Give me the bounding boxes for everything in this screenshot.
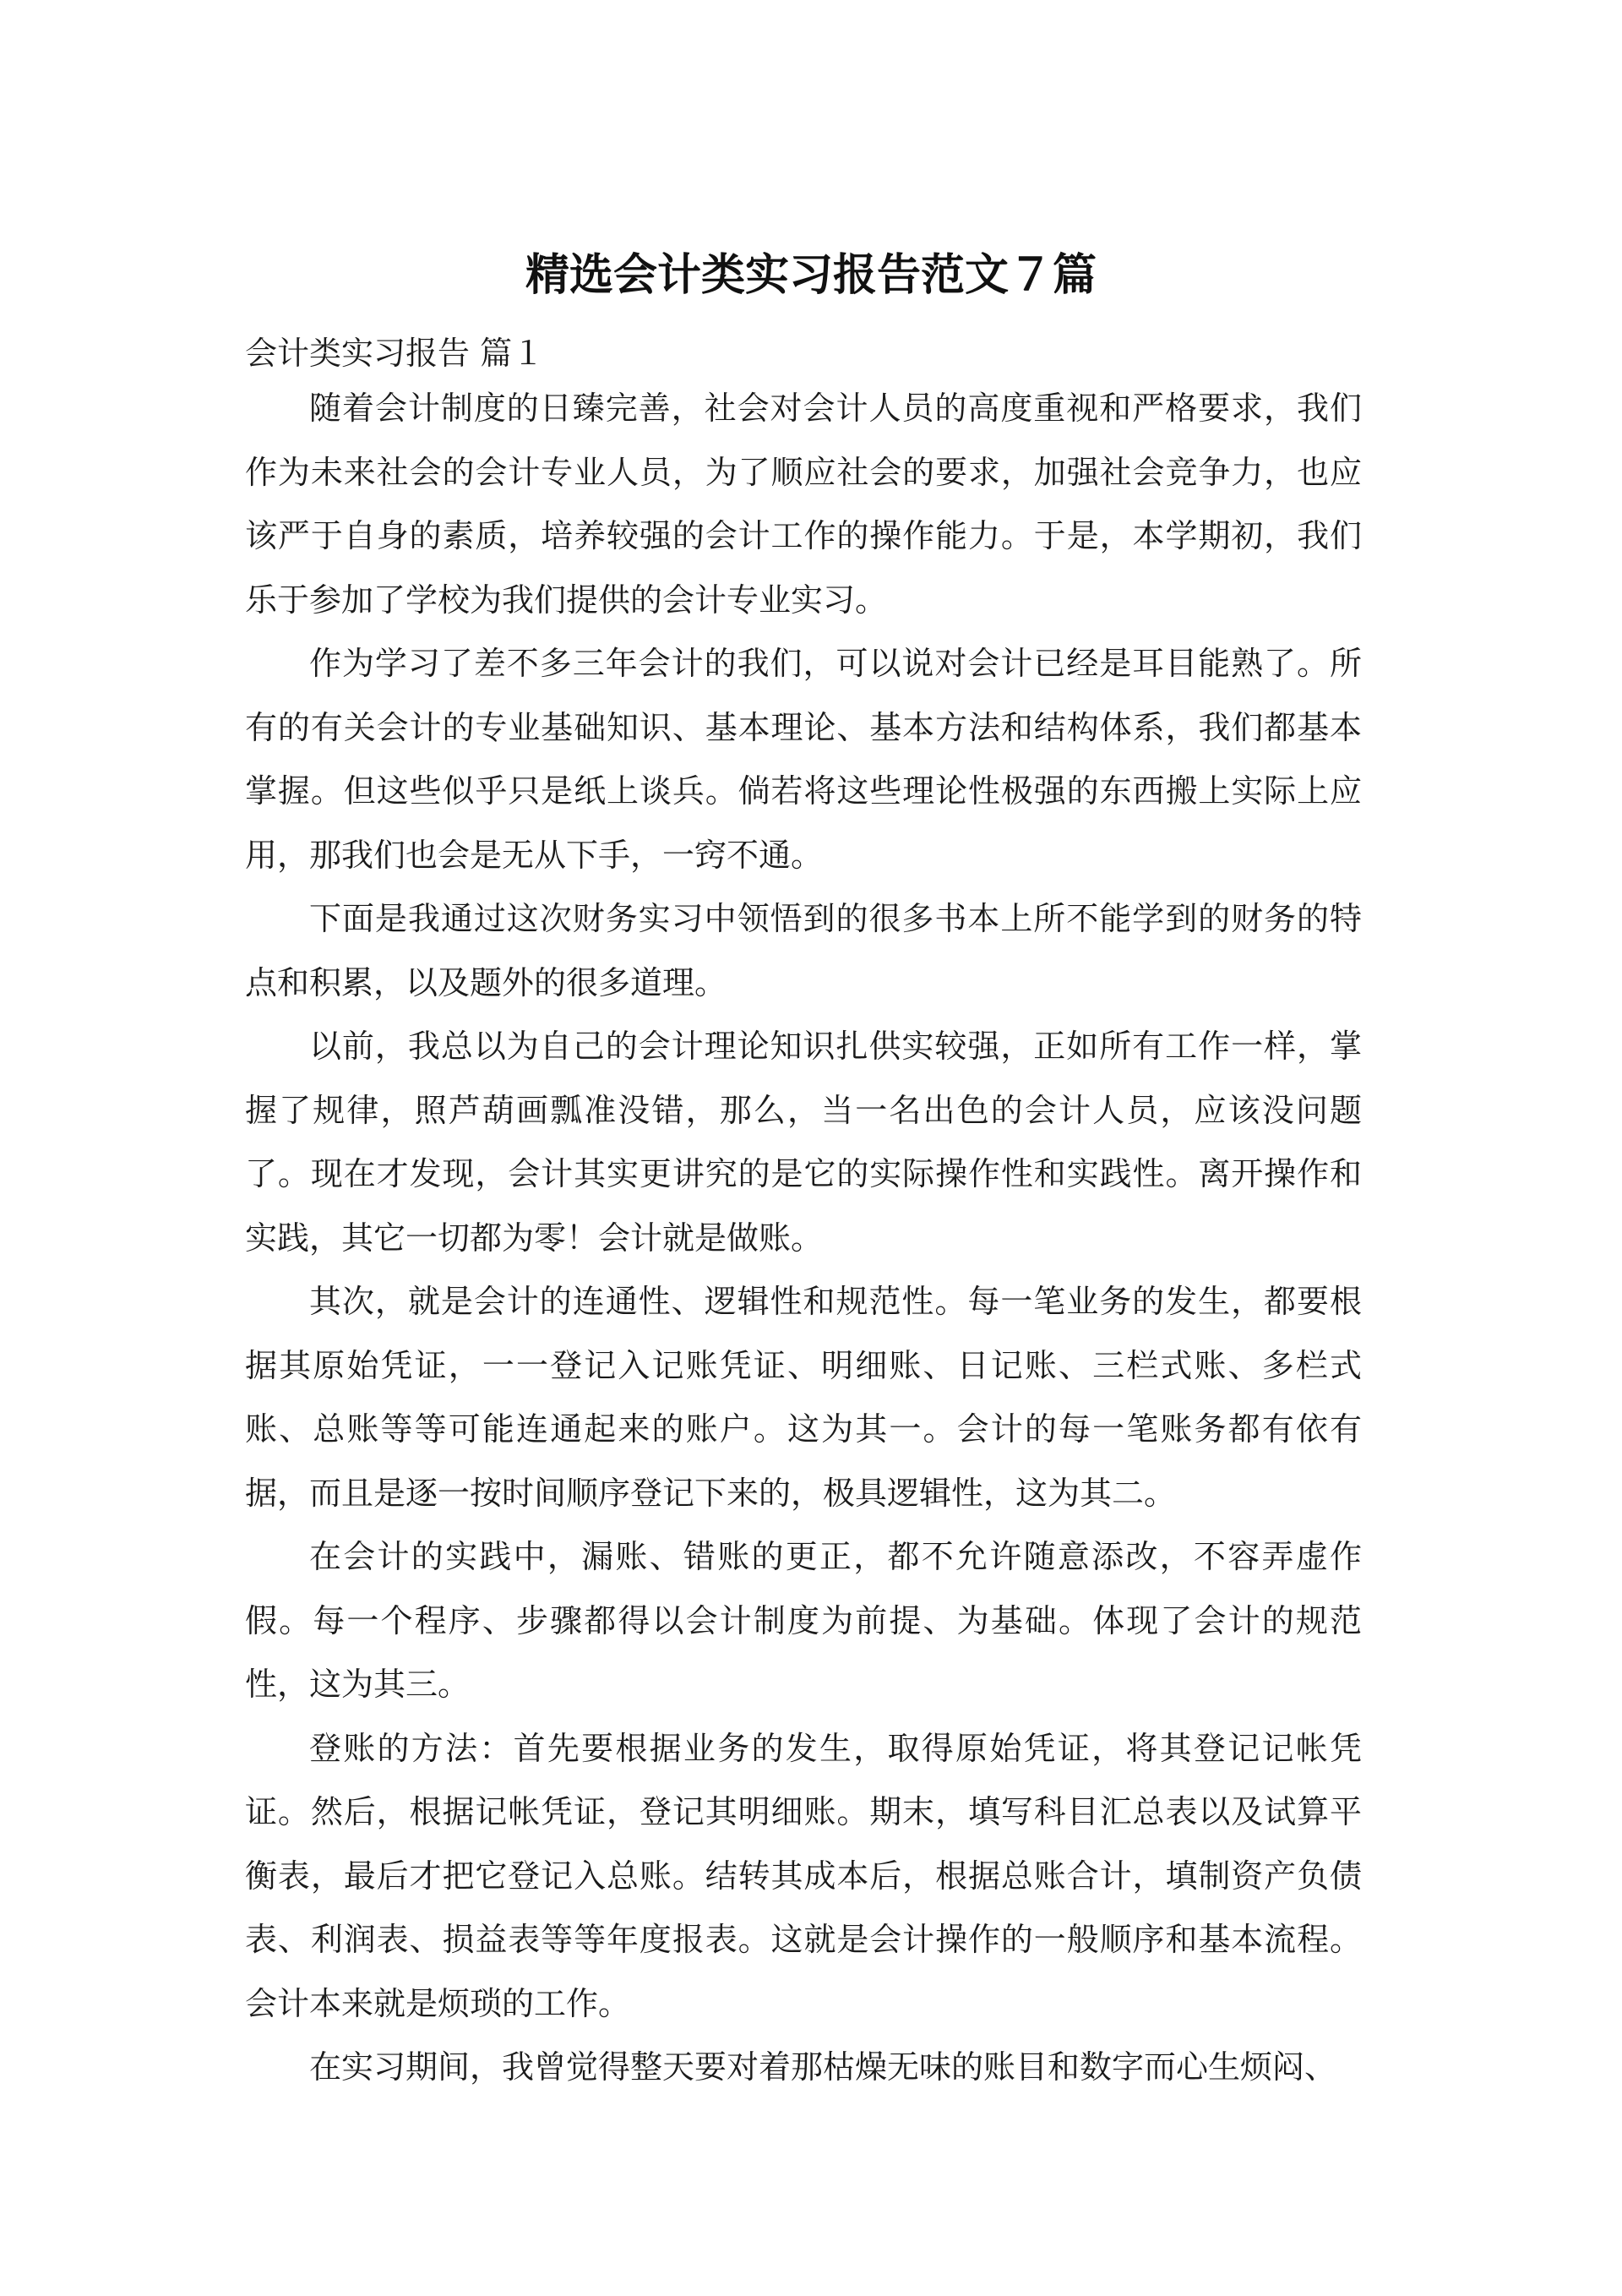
paragraph: 下面是我通过这次财务实习中领悟到的很多书本上所不能学到的财务的特点和积累，以及题外的很多道理。 [245,900,1362,1001]
paragraph: 作为学习了差不多三年会计的我们，可以说对会计已经是耳目能熟了。所有的有关会计的专业基础知识、基本理论、基本方法和结构体系，我们都基本掌握。但这些似乎只是纸上谈兵。倘若将这些理论性极强的东西搬上实际上应用，那我们也会是无从下手，一窍不通。 [245,645,1362,874]
paragraph: 其次，就是会计的连通性、逻辑性和规范性。每一笔业务的发生，都要根据其原始凭证，一一登记入记账凭证、明细账、日记账、三栏式账、多栏式账、总账等等可能连通起来的账户。这为其一。会计的每一笔账务都有依有据，而且是逐一按时间顺序登记下来的，极具逻辑性，这为其二。 [245,1283,1362,1512]
paragraph: 在会计的实践中，漏账、错账的更正，都不允许随意添改，不容弄虚作假。每一个程序、步骤都得以会计制度为前提、为基础。体现了会计的规范性，这为其三。 [245,1538,1362,1703]
section-heading: 会计类实习报告 篇１ [245,335,545,372]
paragraph: 随着会计制度的日臻完善，社会对会计人员的高度重视和严格要求，我们作为未来社会的会计专业人员，为了顺应社会的要求，加强社会竞争力，也应该严于自身的素质，培养较强的会计工作的操作能力。于是，本学期初，我们乐于参加了学校为我们提供的会计专业实习。 [245,390,1362,619]
document-body [245,330,1362,2100]
document-title: 精选会计类实习报告范文７篇 [525,250,1097,301]
paragraph: 以前，我总以为自己的会计理论知识扎供实较强，正如所有工作一样，掌握了规律，照芦葫画瓢准没错，那么，当一名出色的会计人员，应该没问题了。现在才发现，会计其实更讲究的是它的实际操作性和实践性。离开操作和实践，其它一切都为零！会计就是做账。 [245,1028,1362,1257]
paragraph: 在实习期间，我曾觉得整天要对着那枯燥无味的账目和数字而心生烦闷、 [309,2048,1337,2086]
paragraph: 登账的方法：首先要根据业务的发生，取得原始凭证，将其登记记帐凭证。然后，根据记帐凭证，登记其明细账。期末，填写科目汇总表以及试算平衡表，最后才把它登记入总账。结转其成本后，根据总账合计，填制资产负债表、利润表、损益表等等年度报表。这就是会计操作的一般顺序和基本流程。会计本来就是烦琐的工作。 [245,1729,1362,2022]
